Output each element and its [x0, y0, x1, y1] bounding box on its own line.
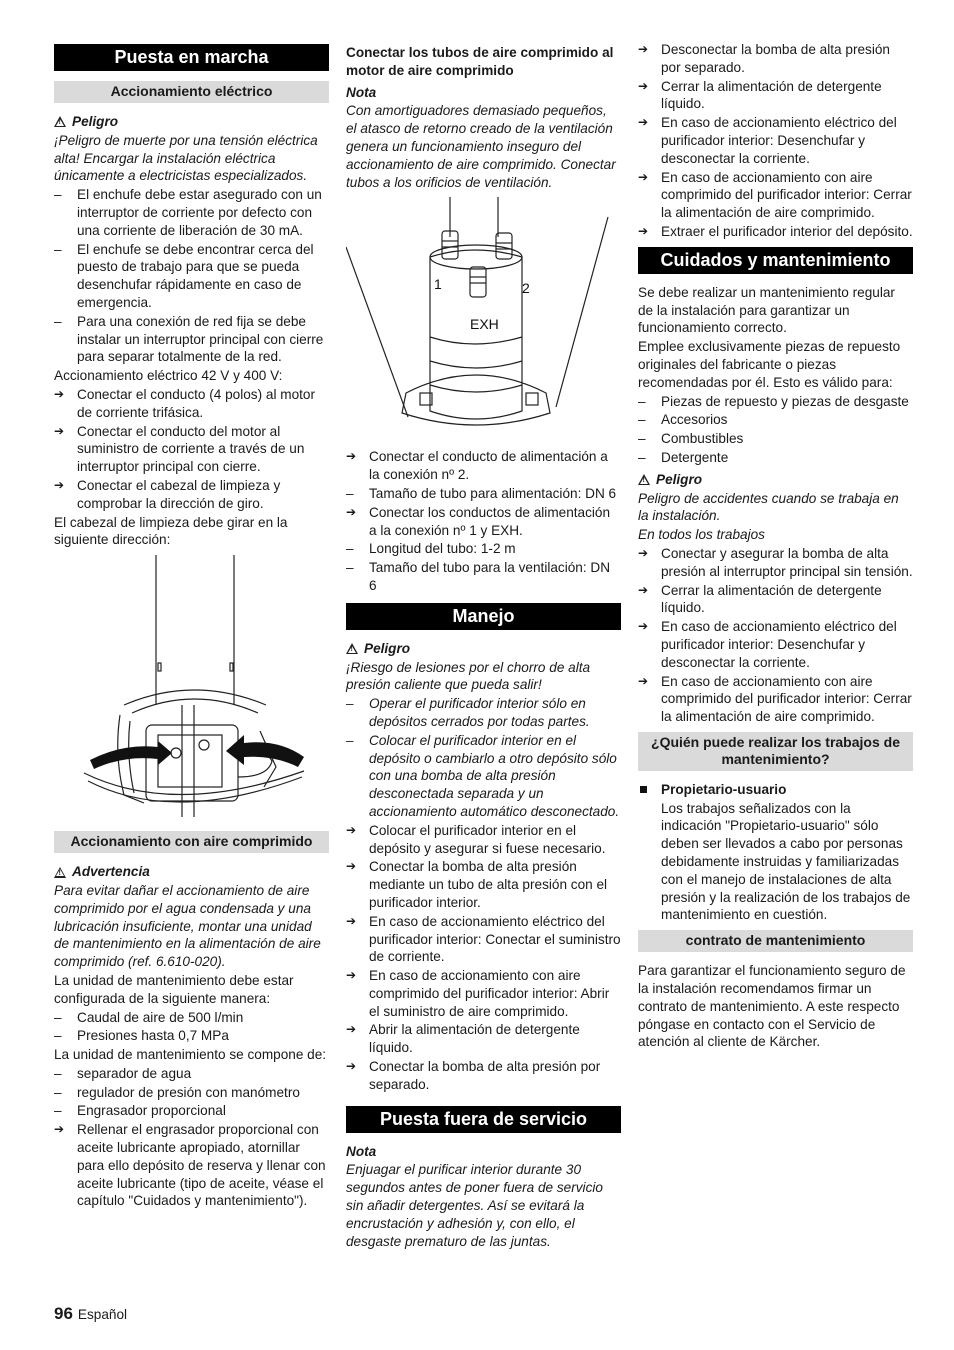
note-text: Enjuagar el purificar interior durante 30 segundos antes de poner fuera de servicio sin añadir detergentes. Así se evitará la encrustación y adhesión y, con ello, el desgaste prematuro de las juntas. — [346, 1162, 603, 1249]
page-footer — [54, 1305, 127, 1324]
note-label: Nota — [346, 1143, 377, 1159]
warning-triangle-icon — [346, 643, 358, 654]
air-motor-connections-figure — [346, 197, 621, 442]
warning-text: ¡Peligro de muerte por una tensión eléctrica alta! Encargar la instalación eléctrica únicamente a electricistas especializados. — [54, 132, 318, 184]
cleaning-head-rotation-figure — [54, 555, 329, 825]
list-item: ➔ Desconectar la bomba de alta presión por separado. — [638, 41, 913, 77]
warning-text: En todos los trabajos — [638, 527, 765, 543]
footer-language: Español — [77, 1307, 128, 1322]
heading-conectar-tubos: Conectar los tubos de aire comprimido al motor de aire comprimido — [346, 45, 614, 78]
list-item: – Operar el purificador interior sólo en depósitos cerrados por todas partes. — [346, 695, 621, 731]
warning-text: Peligro de accidentes cuando se trabaja en la instalación. — [638, 490, 899, 524]
list-item: – Para una conexión de red fija se debe instalar un interruptor principal con cierre para separar totalmente de la red. — [54, 313, 329, 366]
list-item: ➔ En caso de accionamiento con aire comprimido del purificador interior: Cerrar la alimentación de aire comprimido. — [638, 673, 913, 726]
list-item: ➔ Conectar el cabezal de limpieza y comprobar la dirección de giro. — [54, 477, 329, 513]
list-item: – El enchufe se debe encontrar cerca del puesto de trabajo para que se pueda desenchufar rápidamente en caso de emergencia. — [54, 241, 329, 312]
list-item: – Detergente — [638, 449, 913, 467]
list-item: – Piezas de repuesto y piezas de desgaste — [638, 393, 913, 411]
warning-label: ! Advertencia — [54, 863, 329, 881]
list-item: ➔ Conectar el conducto (4 polos) al motor de corriente trifásica. — [54, 386, 329, 422]
list-item: – Tamaño de tubo para alimentación: DN 6 — [346, 485, 621, 503]
list-item: – Longitud del tubo: 1-2 m — [346, 540, 621, 558]
warning-label: ! Peligro — [54, 113, 329, 131]
note-text: Con amortiguadores demasiado pequeños, el atasco de retorno creado de la ventilación genera un funcionamiento inseguro del accionamiento de aire comprimido. Conectar tubos a los orificios de ventilación. — [346, 103, 616, 190]
list-item: – Colocar el purificador interior en el depósito o cambiarlo a otro depósito sólo con una bomba de alta presión desconectada separada y un accionamiento automático desconectado. — [346, 732, 621, 821]
list-item: – El enchufe debe estar asegurado con un interruptor de corriente por defecto con una corriente de liberación de 30 mA. — [54, 186, 329, 239]
column-1 — [54, 44, 329, 1211]
port-label-2: 2 — [522, 280, 530, 297]
mixed-list — [346, 448, 621, 594]
list-item: ➔ Colocar el purificador interior en el depósito y asegurar si fuese necesario. — [346, 822, 621, 858]
paragraph: Se debe realizar un mantenimiento regular de la instalación para garantizar un funcionamiento correcto. — [638, 284, 895, 336]
list-item: ➔ En caso de accionamiento eléctrico del purificador interior: Conectar el suministro de corriente. — [346, 913, 621, 966]
arrow-list — [638, 545, 913, 726]
paragraph: Los trabajos señalizados con la indicación "Propietario-usuario" sólo deben ser llevados a cabo por personas debidamente instruidas y familiarizadas con el manejo de instalaciones de alta presión y la realización de los trabajos de mantenimiento en cuestión. — [661, 800, 911, 923]
paragraph: Emplee exclusivamente piezas de repuesto originales del fabricante o piezas recomendadas por él. Esto es válido para: — [638, 339, 901, 390]
arrow-list — [54, 1121, 329, 1210]
dash-list — [54, 1009, 329, 1046]
list-item: – separador de agua — [54, 1065, 329, 1083]
list-item: ➔ Conectar la bomba de alta presión por separado. — [346, 1058, 621, 1094]
section-title-puesta-fuera-de-servicio: Puesta fuera de servicio — [346, 1106, 621, 1133]
list-item: ➔ Conectar el conducto del motor al suministro de corriente a través de un interruptor principal con cierre. — [54, 423, 329, 476]
arrow-list — [346, 822, 621, 1094]
list-item: ➔ Conectar la bomba de alta presión mediante un tubo de alta presión con el purificador interior. — [346, 858, 621, 911]
subsection-accionamiento-electrico: Accionamiento eléctrico — [54, 81, 329, 103]
list-item: – Caudal de aire de 500 l/min — [54, 1009, 329, 1027]
paragraph: La unidad de mantenimiento debe estar configurada de la siguiente manera: — [54, 972, 294, 1006]
list-item: – Tamaño del tubo para la ventilación: DN 6 — [346, 559, 621, 595]
square-list — [638, 781, 913, 799]
list-item: ➔ En caso de accionamiento eléctrico del purificador interior: Desenchufar y desconectar la corriente. — [638, 114, 913, 167]
list-item: Propietario-usuario — [638, 781, 913, 799]
page-number: 96 — [54, 1304, 73, 1323]
paragraph: Para garantizar el funcionamiento seguro de la instalación recomendamos firmar un contrato de mantenimiento. A este respecto póngase en contacto con el Servicio de atención al cliente de Kärcher. — [638, 963, 906, 1050]
paragraph: El cabezal de limpieza debe girar en la siguiente dirección: — [54, 514, 288, 548]
list-item: ➔ Extraer el purificador interior del depósito. — [638, 223, 913, 241]
subsection-quien-puede: ¿Quién puede realizar los trabajos de mantenimiento? — [638, 732, 913, 771]
list-item: ➔ En caso de accionamiento con aire comprimido del purificador interior: Abrir el suministro de aire comprimido. — [346, 967, 621, 1020]
list-item: ➔ Conectar y asegurar la bomba de alta presión al interruptor principal sin tensión. — [638, 545, 913, 581]
warning-triangle-icon — [638, 474, 650, 485]
dash-list — [54, 186, 329, 366]
list-item: ➔ Rellenar el engrasador proporcional con aceite lubricante apropiado, atornillar para ello depósito de reserva y llenar con aceite lubricante (tipo de aceite, véase el capítulo "Cuidados y mantenimiento"). — [54, 1121, 329, 1210]
port-label-exh: EXH — [470, 316, 499, 333]
warning-label: ! Peligro — [638, 471, 913, 489]
warning-text: Para evitar dañar el accionamiento de aire comprimido por el agua condensada y una lubricación insuficiente, montar una unidad de mantenimiento en la alimentación de aire comprimido (ref. 6.610-020). — [54, 882, 321, 970]
warning-triangle-icon — [54, 116, 66, 127]
list-item: ➔ Conectar los conductos de alimentación a la conexión nº 1 y EXH. — [346, 504, 621, 540]
list-item: – Presiones hasta 0,7 MPa — [54, 1027, 329, 1045]
paragraph: La unidad de mantenimiento se compone de: — [54, 1047, 327, 1063]
list-item: – Combustibles — [638, 430, 913, 448]
list-item: ➔ En caso de accionamiento eléctrico del purificador interior: Desenchufar y desconectar la corriente. — [638, 618, 913, 671]
list-item: ➔ En caso de accionamiento con aire comprimido del purificador interior: Cerrar la alimentación de aire comprimido. — [638, 169, 913, 222]
list-item: ➔ Cerrar la alimentación de detergente líquido. — [638, 78, 913, 114]
list-item: – regulador de presión con manómetro — [54, 1084, 329, 1102]
list-item: – Engrasador proporcional — [54, 1102, 329, 1120]
port-label-1: 1 — [434, 276, 442, 293]
arrow-list — [54, 386, 329, 513]
warning-text: ¡Riesgo de lesiones por el chorro de alta presión caliente que pueda salir! — [346, 659, 591, 693]
section-title-cuidados: Cuidados y mantenimiento — [638, 247, 913, 274]
dash-list — [54, 1065, 329, 1120]
column-3 — [638, 41, 913, 1052]
subsection-contrato: contrato de mantenimiento — [638, 930, 913, 952]
arrow-list — [638, 41, 913, 241]
list-item: ➔ Conectar el conducto de alimentación a la conexión nº 2. — [346, 448, 621, 484]
paragraph: Accionamiento eléctrico 42 V y 400 V: — [54, 368, 283, 384]
list-item: ➔ Cerrar la alimentación de detergente líquido. — [638, 582, 913, 618]
list-item: – Accesorios — [638, 411, 913, 429]
list-item: ➔ Abrir la alimentación de detergente líquido. — [346, 1021, 621, 1057]
section-title-manejo: Manejo — [346, 603, 621, 630]
note-label: Nota — [346, 84, 377, 100]
dash-list — [638, 393, 913, 467]
warning-label: ! Peligro — [346, 640, 621, 658]
warning-triangle-icon — [54, 867, 66, 878]
subsection-aire-comprimido: Accionamiento con aire comprimido — [54, 831, 329, 853]
section-title-puesta-en-marcha: Puesta en marcha — [54, 44, 329, 71]
column-2 — [346, 44, 621, 1251]
dash-list — [346, 695, 621, 821]
